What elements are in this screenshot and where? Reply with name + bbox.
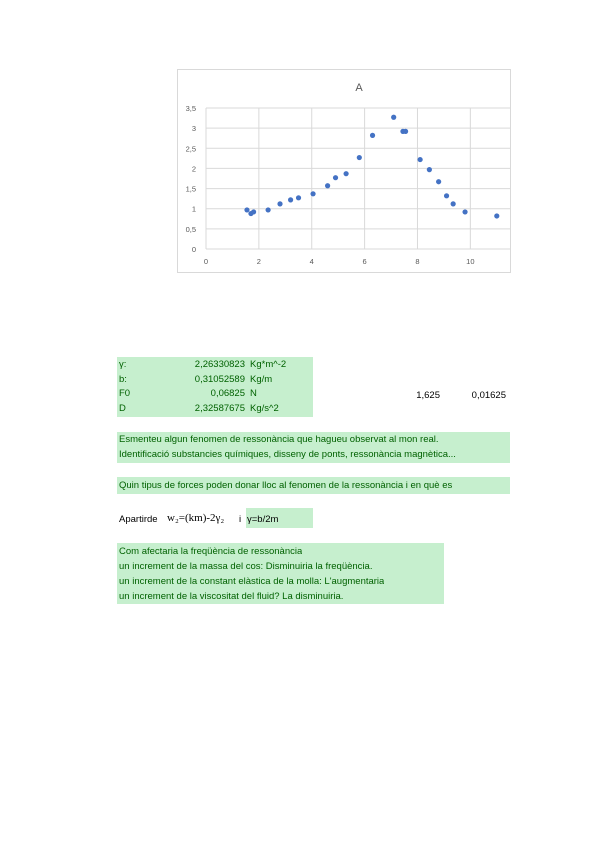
scatter-point xyxy=(436,179,441,184)
scatter-point xyxy=(462,209,467,214)
data-points xyxy=(244,115,499,219)
question-1-answer: Identificació substancies químiques, disseny de ponts, ressonància magnètica... xyxy=(119,449,456,460)
question-3-line: un increment de la constant elàstica de la molla: L'augmentaria xyxy=(119,576,385,587)
param-name: F0 xyxy=(119,388,131,399)
scatter-point xyxy=(391,115,396,120)
scatter-point xyxy=(310,191,315,196)
scatter-point xyxy=(296,195,301,200)
question-2-text: Quin tipus de forces poden donar lloc al fenomen de la ressonància i en què es xyxy=(119,480,453,491)
scatter-point xyxy=(277,201,282,206)
chart-svg xyxy=(178,70,510,272)
y-tick-label: 0 xyxy=(191,245,196,254)
x-tick-label: 0 xyxy=(203,257,209,266)
formula-prefix: Apartirde xyxy=(119,514,158,525)
x-tick-label: 6 xyxy=(362,257,367,266)
y-tick-label: 2 xyxy=(191,164,196,174)
scatter-point xyxy=(418,157,423,162)
y-tick-labels xyxy=(186,104,196,254)
y-tick-label: 2,5 xyxy=(185,144,196,154)
x-tick-labels xyxy=(204,257,475,266)
y-tick-label: 0,5 xyxy=(185,224,196,234)
formula-expression: w₂=(km)-2γ₂ xyxy=(167,512,225,524)
scatter-point xyxy=(251,209,256,214)
x-tick-label: 10 xyxy=(466,257,475,266)
scatter-point xyxy=(357,155,362,160)
extra-value-2: 0,01625 xyxy=(471,390,506,401)
x-tick-label: 8 xyxy=(415,257,420,266)
param-unit: N xyxy=(250,388,257,399)
question-1-text: Esmenteu algun fenomen de ressonància que hagueu observat al mon real. xyxy=(119,434,439,445)
x-tick-label: 4 xyxy=(309,257,314,266)
scatter-point xyxy=(444,193,449,198)
scatter-point xyxy=(344,171,349,176)
scatter-chart xyxy=(177,69,511,273)
formula-connector: i xyxy=(239,514,242,525)
scatter-point xyxy=(244,207,249,212)
scatter-point xyxy=(325,183,330,188)
x-tick-label: 2 xyxy=(256,257,261,266)
chart-title: A xyxy=(355,82,363,94)
scatter-point xyxy=(403,129,408,134)
y-tick-label: 3,5 xyxy=(185,104,196,113)
extra-value-1: 1,625 xyxy=(416,390,440,401)
question-3-line: un increment de la massa del cos: Disminuiria la freqüència. xyxy=(119,561,373,572)
param-unit: Kg*m^-2 xyxy=(250,359,287,370)
param-name: D xyxy=(119,402,126,414)
param-value: 2,26330823 xyxy=(194,359,245,370)
scatter-point xyxy=(288,197,293,202)
scatter-point xyxy=(494,213,499,218)
y-tick-label: 3 xyxy=(191,124,196,134)
scatter-point xyxy=(427,167,432,172)
param-unit: Kg/s^2 xyxy=(250,402,279,414)
y-tick-label: 1,5 xyxy=(185,184,196,194)
param-value: 0,31052589 xyxy=(194,373,245,385)
y-tick-label: 1 xyxy=(191,204,196,214)
param-unit: Kg/m xyxy=(250,373,273,385)
chart-grid xyxy=(206,108,510,249)
param-name: b: xyxy=(119,373,127,385)
question-3-line: un increment de la viscositat del fluid? La disminuiria. xyxy=(119,591,344,602)
formula-gamma: γ=b/2m xyxy=(247,514,279,525)
param-value: 2,32587675 xyxy=(194,402,245,414)
question-3-line: Com afectaria la freqüència de ressonància xyxy=(119,546,303,557)
param-name: γ: xyxy=(119,359,127,370)
scatter-point xyxy=(370,133,375,138)
scatter-point xyxy=(266,207,271,212)
param-value: 0,06825 xyxy=(210,388,245,399)
scatter-point xyxy=(333,175,338,180)
scatter-point xyxy=(451,201,456,206)
